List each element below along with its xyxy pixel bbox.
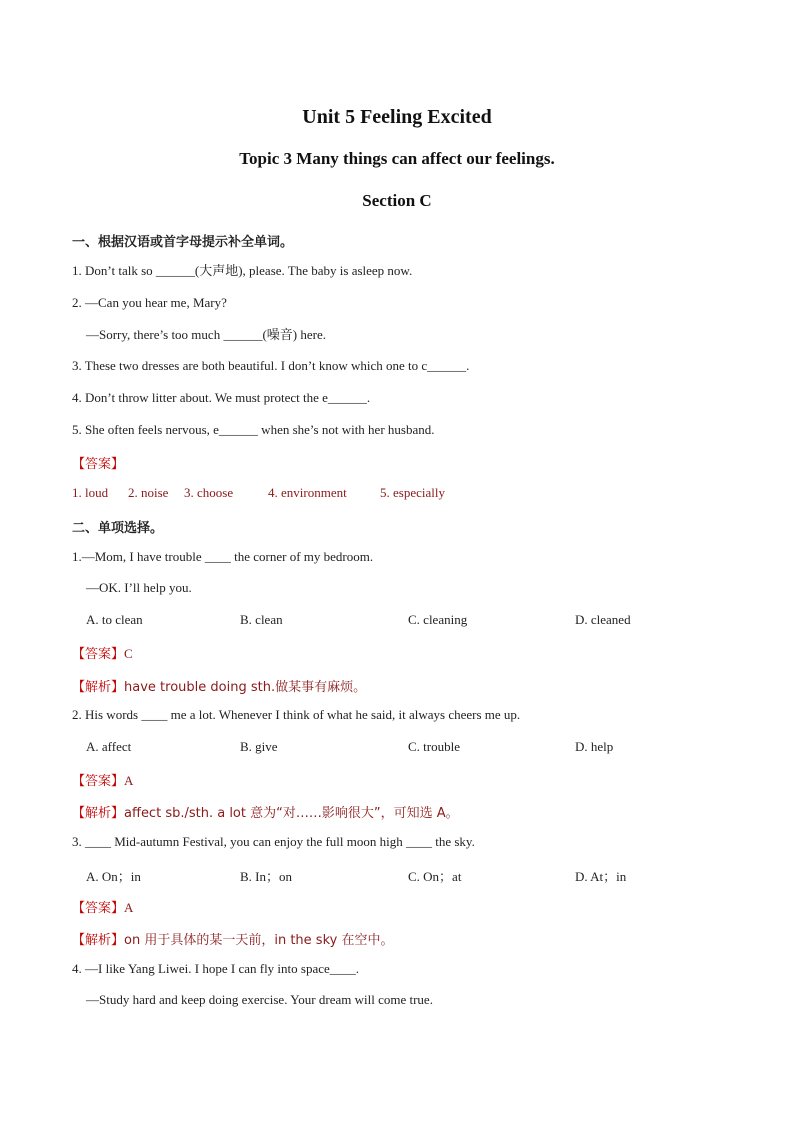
part1-answer-label: 【答案】 xyxy=(72,457,125,472)
answer-label: 【答案】 xyxy=(72,647,125,662)
part2-q2-option-c: C. trouble xyxy=(408,739,460,754)
topic-title: Topic 3 Many things can affect our feelings. xyxy=(239,149,555,168)
part2-q2-option-b: B. give xyxy=(240,739,278,754)
answer-label: 【答案】 xyxy=(72,774,125,789)
part2-q3-analysis xyxy=(72,929,393,948)
part1-question-2b: —Sorry, there’s too much ______(噪音) here. xyxy=(86,327,326,342)
analysis-text: affect sb./sth. a lot 意为“对……影响很大”，可知选 A。 xyxy=(124,806,459,821)
answer-value: A xyxy=(124,773,134,788)
part2-q2-stem: 2. His words ____ me a lot. Whenever I think of what he said, it always cheers me up. xyxy=(72,707,521,722)
part1-answer-1: 1. loud xyxy=(72,485,109,500)
part2-q1-option-c: C. cleaning xyxy=(408,612,468,627)
part1-question-2a: 2. —Can you hear me, Mary? xyxy=(72,295,227,310)
analysis-text: on 用于具体的某一天前，in the sky 在空中。 xyxy=(124,933,394,948)
answer-value: A xyxy=(124,900,134,915)
analysis-label: 【解析】 xyxy=(72,806,125,821)
part2-q3-option-c: C. On；at xyxy=(408,869,462,884)
part1-question-1: 1. Don’t talk so ______(大声地), please. The baby is asleep now. xyxy=(72,263,413,278)
part1-answer-5: 5. especially xyxy=(380,485,445,500)
part2-q4-stem2: —Study hard and keep doing exercise. Your dream will come true. xyxy=(86,992,433,1007)
part2-q2-answer xyxy=(72,770,133,789)
part2-q3-answer xyxy=(72,897,133,916)
part2-q1-stem: 1.—Mom, I have trouble ____ the corner of my bedroom. xyxy=(72,549,374,564)
part2-heading: 二、单项选择。 xyxy=(72,521,164,536)
part2-q1-analysis xyxy=(72,676,366,695)
analysis-label: 【解析】 xyxy=(72,680,125,695)
part1-answer-3: 3. choose xyxy=(184,485,234,500)
part1-answer-2: 2. noise xyxy=(128,485,169,500)
part2-q3-option-a: A. On；in xyxy=(86,869,141,884)
unit-title: Unit 5 Feeling Excited xyxy=(302,106,492,128)
part2-q1-option-d: D. cleaned xyxy=(575,612,631,627)
analysis-label: 【解析】 xyxy=(72,933,125,948)
part2-q1-option-a: A. to clean xyxy=(86,612,143,627)
part2-q2-analysis xyxy=(72,802,459,821)
part1-question-3: 3. These two dresses are both beautiful. I don’t know which one to c______. xyxy=(72,358,470,373)
part1-answer-4: 4. environment xyxy=(268,485,347,500)
section-title: Section C xyxy=(362,191,432,210)
part2-q3-stem: 3. ____ Mid-autumn Festival, you can enjoy the full moon high ____ the sky. xyxy=(72,834,475,849)
part1-question-4: 4. Don’t throw litter about. We must protect the e______. xyxy=(72,390,371,405)
part1-heading: 一、根据汉语或首字母提示补全单词。 xyxy=(72,235,294,250)
part1-question-5: 5. She often feels nervous, e______ when she’s not with her husband. xyxy=(72,422,435,437)
analysis-text: have trouble doing sth.做某事有麻烦。 xyxy=(124,680,367,695)
part2-q1-answer xyxy=(72,643,133,662)
part2-q1-option-b: B. clean xyxy=(240,612,283,627)
part2-q2-option-d: D. help xyxy=(575,739,614,754)
part2-q2-option-a: A. affect xyxy=(86,739,132,754)
part2-q3-option-b: B. In；on xyxy=(240,869,293,884)
part2-q3-option-d: D. At；in xyxy=(575,869,627,884)
answer-label: 【答案】 xyxy=(72,901,125,916)
answer-value: C xyxy=(124,646,133,661)
part2-q1-stem2: —OK. I’ll help you. xyxy=(86,580,192,595)
part2-q4-stem: 4. —I like Yang Liwei. I hope I can fly into space____. xyxy=(72,961,360,976)
